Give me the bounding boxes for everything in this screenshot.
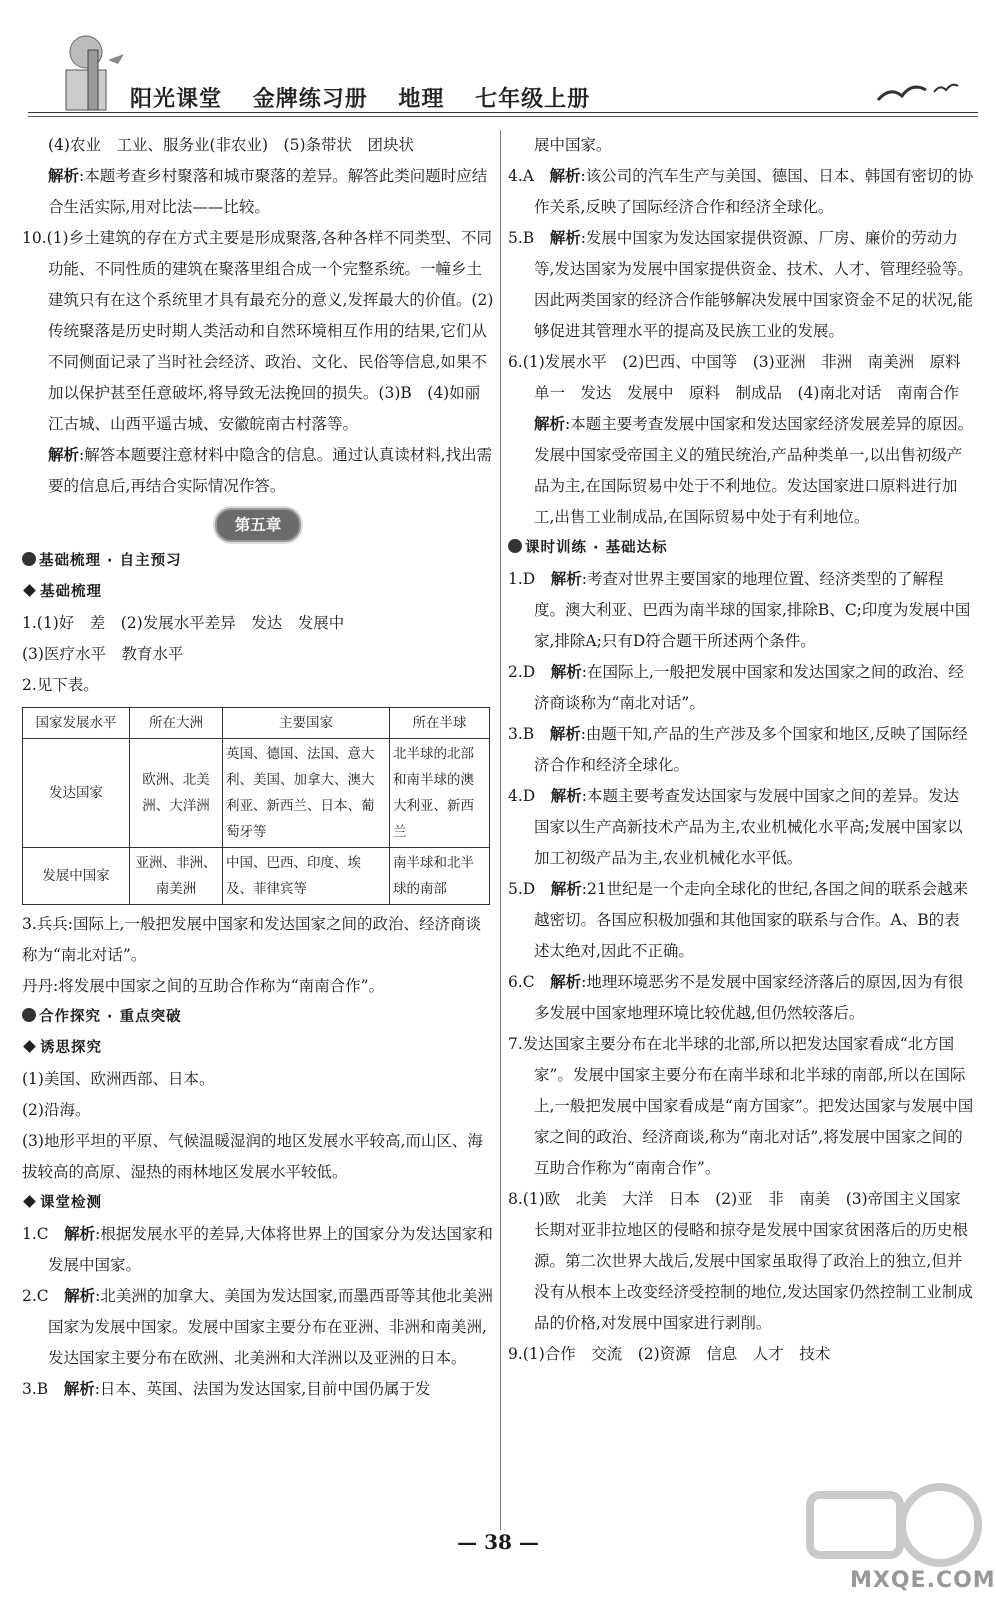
- table-header-cell: 所在半球: [390, 708, 490, 739]
- explanation-text: :日本、英国、法国为发达国家,目前中国仍属于发: [94, 1380, 431, 1398]
- answer-7: 7.发达国家主要分布在北半球的北部,所以把发达国家看成“北方国家”。发展中国家主要分布在南半球和北半球的南部,所以在国际上,一般把发展中国家看成是“南方国家”。把发达国家与发展中国家之间的政治、经济商谈,称为“南北对话”,将发展中国家之间的互助合作称为“南南合作”。: [508, 1035, 974, 1177]
- table-header-cell: 国家发展水平: [23, 708, 130, 739]
- explanation-label: 解析: [550, 570, 582, 588]
- explanation: [22, 440, 494, 502]
- section-title: 基础梳理 · 自主预习: [39, 553, 182, 569]
- page-header: [18, 20, 978, 130]
- section-bullet-icon: [508, 539, 522, 553]
- answer-9: 9.(1)合作 交流 (2)资源 信息 人才 技术: [508, 1345, 831, 1363]
- answer-item: [508, 223, 974, 347]
- section-title: 课时训练 · 基础达标: [525, 540, 668, 556]
- answer-item: [508, 161, 974, 223]
- chapter-banner: [22, 508, 494, 542]
- answer-item: [22, 1374, 494, 1405]
- explanation-text: :根据发展水平的差异,大体将世界上的国家分为发达国家和发展中国家。: [48, 1225, 493, 1274]
- answer-line: 丹丹:将发展中国家之间的互助合作称为“南南合作”。: [22, 977, 385, 995]
- explanation-label: 解析: [534, 415, 566, 433]
- subsection-heading: [22, 1188, 494, 1219]
- section-heading: [508, 533, 974, 564]
- explanation-label: 解析: [549, 725, 581, 743]
- explanation: [508, 409, 974, 533]
- diamond-icon: [23, 584, 36, 597]
- column-divider: [500, 130, 501, 1530]
- explanation-text: :21世纪是一个走向全球化的世纪,各国之间的联系会越来越密切。各国应积极加强和其他国家的联系与合作。A、B的表述太绝对,因此不正确。: [534, 880, 969, 960]
- table-header-cell: 所在大洲: [130, 708, 223, 739]
- answer-key: 3.B: [508, 725, 550, 743]
- table-cell: 欧洲、北美洲、大洋洲: [130, 739, 223, 848]
- explanation-label: 解析: [64, 1287, 96, 1305]
- answer-key: 4.D: [508, 787, 551, 805]
- table-cell: 亚洲、非洲、南美洲: [130, 848, 223, 905]
- answer-10: 10.(1)乡土建筑的存在方式主要是形成聚落,各种各样不同类型、不同功能、不同性质的建筑在聚落里组合成一个完整系统。一幢乡土建筑只有在这个系统里才具有最充分的意义,发挥最大的价值。(2)传统聚落是历史时期人类活动和自然环境相互作用的结果,它们从不同侧面记录了当时社会经济、政治、文化、民俗等信息,如果不加以保护甚至任意破坏,将导致无法挽回的损失。(3)B (4)如丽江古城、山西平遥古城、安徽皖南古村落等。: [22, 229, 494, 433]
- answer-line: 1.(1)好 差 (2)发展水平差异 发达 发展中: [22, 614, 345, 632]
- section-heading: [22, 546, 494, 577]
- explanation-label: 解析: [550, 973, 582, 991]
- explanation-text: :考查对世界主要国家的地理位置、经济类型的了解程度。澳大利亚、巴西为南半球的国家,排除B、C;印度为发展中国家,排除A;只有D符合题干所述两个条件。: [534, 570, 971, 650]
- answer-line: (2)沿海。: [22, 1101, 91, 1119]
- table-row: [23, 739, 490, 848]
- subsection-title: 课堂检测: [40, 1195, 102, 1211]
- section-heading: [22, 1002, 494, 1033]
- explanation-label: 解析: [64, 1225, 96, 1243]
- answer-key: 5.D: [508, 880, 551, 898]
- explanation-label: 解析: [550, 880, 582, 898]
- explanation-text: :本题主要考查发达国家与发展中国家之间的差异。发达国家以生产高新技术产品为主,农业机械化水平高;发展中国家以加工初级产品为主,农业机械化水平低。: [534, 787, 963, 867]
- birds-icon: [868, 72, 978, 112]
- answer-item: [508, 874, 974, 967]
- table-header-cell: 主要国家: [223, 708, 390, 739]
- answer-key: 5.B: [508, 229, 550, 247]
- answer-item: [508, 781, 974, 874]
- answer-key: 1.D: [508, 570, 551, 588]
- table-row: [23, 848, 490, 905]
- subsection-heading: [22, 1033, 494, 1064]
- lighthouse-illustration-icon: [48, 30, 128, 116]
- answer-key: 3.B: [22, 1380, 64, 1398]
- table-cell: 英国、德国、法国、意大利、美国、加拿大、澳大利亚、新西兰、日本、葡萄牙等: [223, 739, 390, 848]
- answer-item: [508, 564, 974, 657]
- explanation-label: 解析: [550, 787, 582, 805]
- explanation: [22, 161, 494, 223]
- explanation-label: 解析: [549, 229, 581, 247]
- explanation-text: :北美洲的加拿大、美国为发达国家,而墨西哥等其他北美洲国家为发展中国家。发展中国家主要分布在亚洲、非洲和南美洲,发达国家主要分布在欧洲、北美洲和大洋洲以及亚洲的日本。: [48, 1287, 493, 1367]
- explanation-text: :解答本题要注意材料中隐含的信息。通过认真读材料,找出需要的信息后,再结合实际情况作答。: [48, 446, 493, 495]
- answer-item: [508, 657, 974, 719]
- explanation-text: :该公司的汽车生产与美国、德国、日本、韩国有密切的协作关系,反映了国际经济合作和经济全球化。: [534, 167, 974, 216]
- answer-key: 6.C: [508, 973, 551, 991]
- answer-line: (4)农业 工业、服务业(非农业) (5)条带状 团块状: [48, 136, 415, 154]
- answer-line: (1)美国、欧洲西部、日本。: [22, 1070, 215, 1088]
- country-table: [22, 707, 490, 905]
- table-cell: 发达国家: [23, 739, 130, 848]
- explanation-text: :由题干知,产品的生产涉及多个国家和地区,反映了国际经济合作和经济全球化。: [534, 725, 968, 774]
- series-name: 阳光课堂: [130, 87, 223, 112]
- explanation-text: :本题主要考查发展中国家和发达国家经济发展差异的原因。发展中国家受帝国主义的殖民统治,产品种类单一,以出售初级产品为主,在国际贸易中处于不利地位。发达国家进口原料进行加工,出售工业制成品,在国际贸易中处于有利地位。: [534, 415, 974, 526]
- diamond-icon: [23, 1195, 36, 1208]
- subsection-title: 基础梳理: [40, 584, 102, 600]
- answer-line: 展中国家。: [534, 136, 612, 154]
- chapter-title: 第五章: [215, 508, 302, 542]
- header-rule: [28, 112, 978, 113]
- answer-6: 6.(1)发展水平 (2)巴西、中国等 (3)亚洲 非洲 南美洲 原料 单一 发达 发展中 原料 制成品 (4)南北对话 南南合作: [508, 353, 977, 402]
- answer-item: [22, 1281, 494, 1374]
- answer-line: (3)医疗水平 教育水平: [22, 645, 184, 663]
- explanation-text: :在国际上,一般把发展中国家和发达国家之间的政治、经济商谈称为“南北对话”。: [534, 663, 964, 712]
- subsection-title: 诱思探究: [40, 1040, 102, 1056]
- explanation-text: :本题考查乡村聚落和城市聚落的差异。解答此类问题时应结合生活实际,用对比法——比较。: [48, 167, 488, 216]
- answer-8: 8.(1)欧 北美 大洋 日本 (2)亚 非 南美 (3)帝国主义国家长期对亚非拉地区的侵略和掠夺是发展中国家贫困落后的历史根源。第二次世界大战后,发展中国家虽取得了政治上的独立,但并没有从根本上改变经济受控制的地位,发达国家仍然控制工业制成品的价格,对发展中国家进行剥削。: [508, 1190, 973, 1332]
- explanation-label: 解析: [550, 663, 582, 681]
- explanation-text: :发展中国家为发达国家提供资源、厂房、廉价的劳动力等,发达国家为发展中国家提供资金、技术、人才、管理经验等。因此两类国家的经济合作能够解决发展中国家资金不足的状况,能够促进其管理水平的提高及民族工业的发展。: [534, 229, 973, 340]
- section-bullet-icon: [22, 1008, 36, 1022]
- answer-item: [22, 1219, 494, 1281]
- watermark-text: MXQE.COM: [850, 1568, 996, 1593]
- explanation-label: 解析: [549, 167, 581, 185]
- answer-key: 1.C: [22, 1225, 65, 1243]
- diamond-icon: [23, 1040, 36, 1053]
- explanation-label: 解析: [63, 1380, 95, 1398]
- answer-line: 3.兵兵:国际上,一般把发展中国家和发达国家之间的政治、经济商谈称为“南北对话”。: [22, 915, 481, 964]
- page-number: — 38 —: [457, 1530, 539, 1554]
- table-header-row: [23, 708, 490, 739]
- book-name: 金牌练习册: [252, 87, 368, 112]
- subsection-heading: [22, 577, 494, 608]
- answer-key: 2.C: [22, 1287, 65, 1305]
- answer-item: [508, 967, 974, 1029]
- explanation-label: 解析: [48, 446, 80, 464]
- answer-line: 2.见下表。: [22, 676, 99, 694]
- subject-name: 地理: [398, 87, 445, 112]
- table-cell: 南半球和北半球的南部: [390, 848, 490, 905]
- explanation-text: :地理环境恶劣不是发展中国家经济落后的原因,因为有很多发展中国家地理环境比较优越,但仍然较落后。: [534, 973, 964, 1022]
- table-cell: 北半球的北部和南半球的澳大利亚、新西兰: [390, 739, 490, 848]
- header-title: [130, 82, 612, 113]
- table-cell: 中国、巴西、印度、埃及、菲律宾等: [223, 848, 390, 905]
- section-bullet-icon: [22, 552, 36, 566]
- answer-key: 4.A: [508, 167, 550, 185]
- answer-item: [508, 719, 974, 781]
- left-column: [22, 130, 494, 1405]
- right-column: [508, 130, 977, 1370]
- header-rule-thin: [28, 116, 978, 117]
- answer-key: 2.D: [508, 663, 551, 681]
- table-cell: 发展中国家: [23, 848, 130, 905]
- grade-name: 七年级上册: [475, 87, 591, 112]
- explanation-label: 解析: [48, 167, 80, 185]
- section-title: 合作探究 · 重点突破: [39, 1009, 182, 1025]
- answer-line: (3)地形平坦的平原、气候温暖湿润的地区发展水平较高,而山区、海拔较高的高原、湿热的雨林地区发展水平较低。: [22, 1132, 483, 1181]
